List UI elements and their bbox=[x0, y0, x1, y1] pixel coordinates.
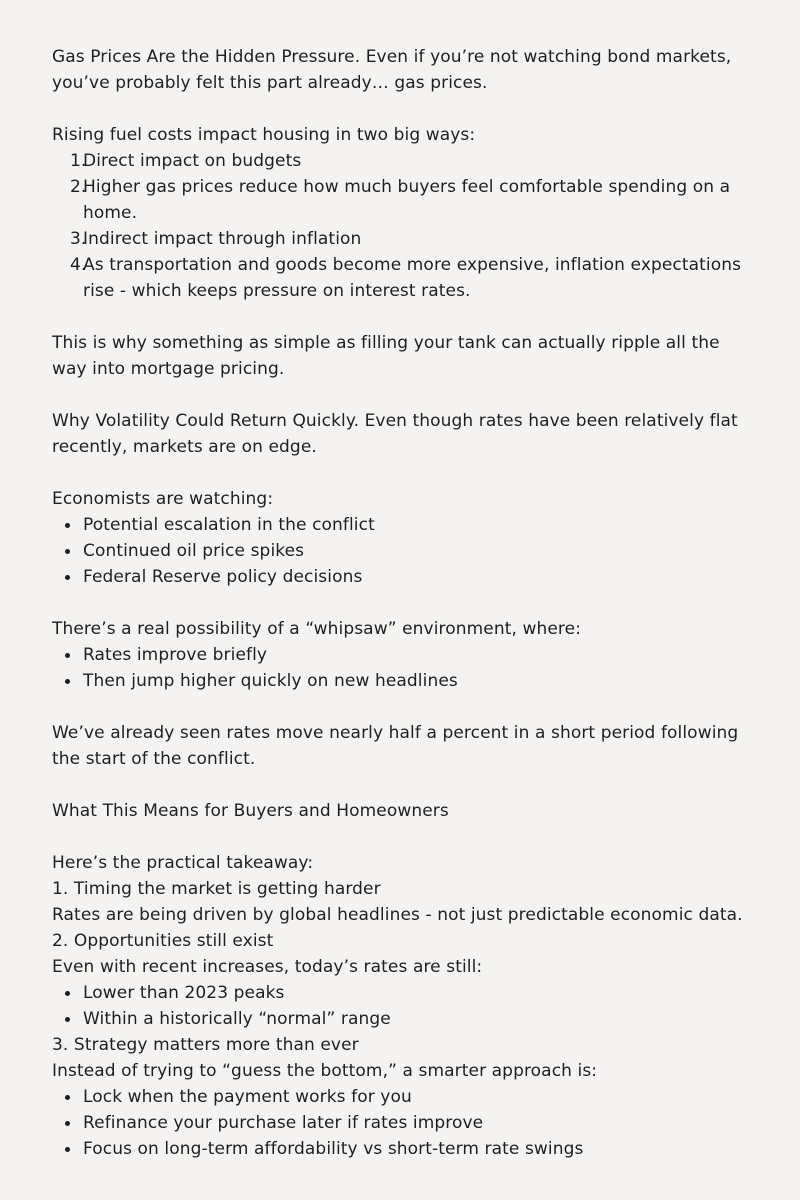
strategy-list bbox=[52, 1084, 752, 1162]
takeaway-point-3-detail: Instead of trying to “guess the bottom,” a smarter approach is: bbox=[52, 1061, 598, 1081]
list-item-text: Direct impact on budgets bbox=[83, 151, 302, 171]
spacer bbox=[52, 824, 752, 850]
list-item: Potential escalation in the conflict bbox=[52, 512, 752, 538]
economists-list bbox=[52, 512, 752, 590]
whipsaw-lead: There’s a real possibility of a “whipsaw” environment, where: bbox=[52, 619, 582, 639]
spacer bbox=[52, 694, 752, 720]
list-item-text: Higher gas prices reduce how much buyers feel comfortable spending on a home. bbox=[83, 177, 731, 223]
list-item bbox=[52, 174, 752, 226]
spacer bbox=[52, 590, 752, 616]
list-item: Lock when the payment works for you bbox=[52, 1084, 752, 1110]
list-number: 2. bbox=[70, 177, 87, 197]
spacer bbox=[52, 304, 752, 330]
ripple-paragraph: This is why something as simple as filling your tank can actually ripple all the way into mortgage pricing. bbox=[52, 333, 720, 379]
takeaway-lead: Here’s the practical takeaway: bbox=[52, 853, 314, 873]
section-heading: What This Means for Buyers and Homeowners bbox=[52, 801, 449, 821]
list-item: Then jump higher quickly on new headlines bbox=[52, 668, 752, 694]
list-number: 1. bbox=[70, 151, 87, 171]
spacer bbox=[52, 772, 752, 798]
list-item-text: Indirect impact through inflation bbox=[83, 229, 362, 249]
takeaway-point-2: 2. Opportunities still exist bbox=[52, 931, 274, 951]
takeaway-point-3: 3. Strategy matters more than ever bbox=[52, 1035, 359, 1055]
fuel-impact-list bbox=[52, 148, 752, 304]
list-item-text: As transportation and goods become more expensive, inflation expectations rise - which keeps pressure on interest rates. bbox=[83, 255, 742, 301]
list-item bbox=[52, 148, 752, 174]
whipsaw-list bbox=[52, 642, 752, 694]
takeaway-point-2-detail: Even with recent increases, today’s rates are still: bbox=[52, 957, 483, 977]
spacer bbox=[52, 382, 752, 408]
economists-lead: Economists are watching: bbox=[52, 489, 274, 509]
list-item bbox=[52, 252, 752, 304]
list-item: Within a historically “normal” range bbox=[52, 1006, 752, 1032]
list-number: 4. bbox=[70, 255, 87, 275]
volatility-paragraph: Why Volatility Could Return Quickly. Even though rates have been relatively flat recently, markets are on edge. bbox=[52, 411, 738, 457]
spacer bbox=[52, 460, 752, 486]
intro-paragraph: Gas Prices Are the Hidden Pressure. Even if you’re not watching bond markets, you’ve probably felt this part already… gas prices. bbox=[52, 47, 732, 93]
list-item: Lower than 2023 peaks bbox=[52, 980, 752, 1006]
rates-status-list bbox=[52, 980, 752, 1032]
list-item: Continued oil price spikes bbox=[52, 538, 752, 564]
takeaway-point-1-detail: Rates are being driven by global headlines - not just predictable economic data. bbox=[52, 905, 743, 925]
fuel-lead: Rising fuel costs impact housing in two big ways: bbox=[52, 125, 476, 145]
list-item: Refinance your purchase later if rates improve bbox=[52, 1110, 752, 1136]
list-item: Rates improve briefly bbox=[52, 642, 752, 668]
takeaway-point-1: 1. Timing the market is getting harder bbox=[52, 879, 381, 899]
spacer bbox=[52, 96, 752, 122]
list-item bbox=[52, 226, 752, 252]
list-item: Federal Reserve policy decisions bbox=[52, 564, 752, 590]
list-number: 3. bbox=[70, 229, 87, 249]
rates-moved-paragraph: We’ve already seen rates move nearly half a percent in a short period following the start of the conflict. bbox=[52, 723, 739, 769]
list-item: Focus on long-term affordability vs short-term rate swings bbox=[52, 1136, 752, 1162]
